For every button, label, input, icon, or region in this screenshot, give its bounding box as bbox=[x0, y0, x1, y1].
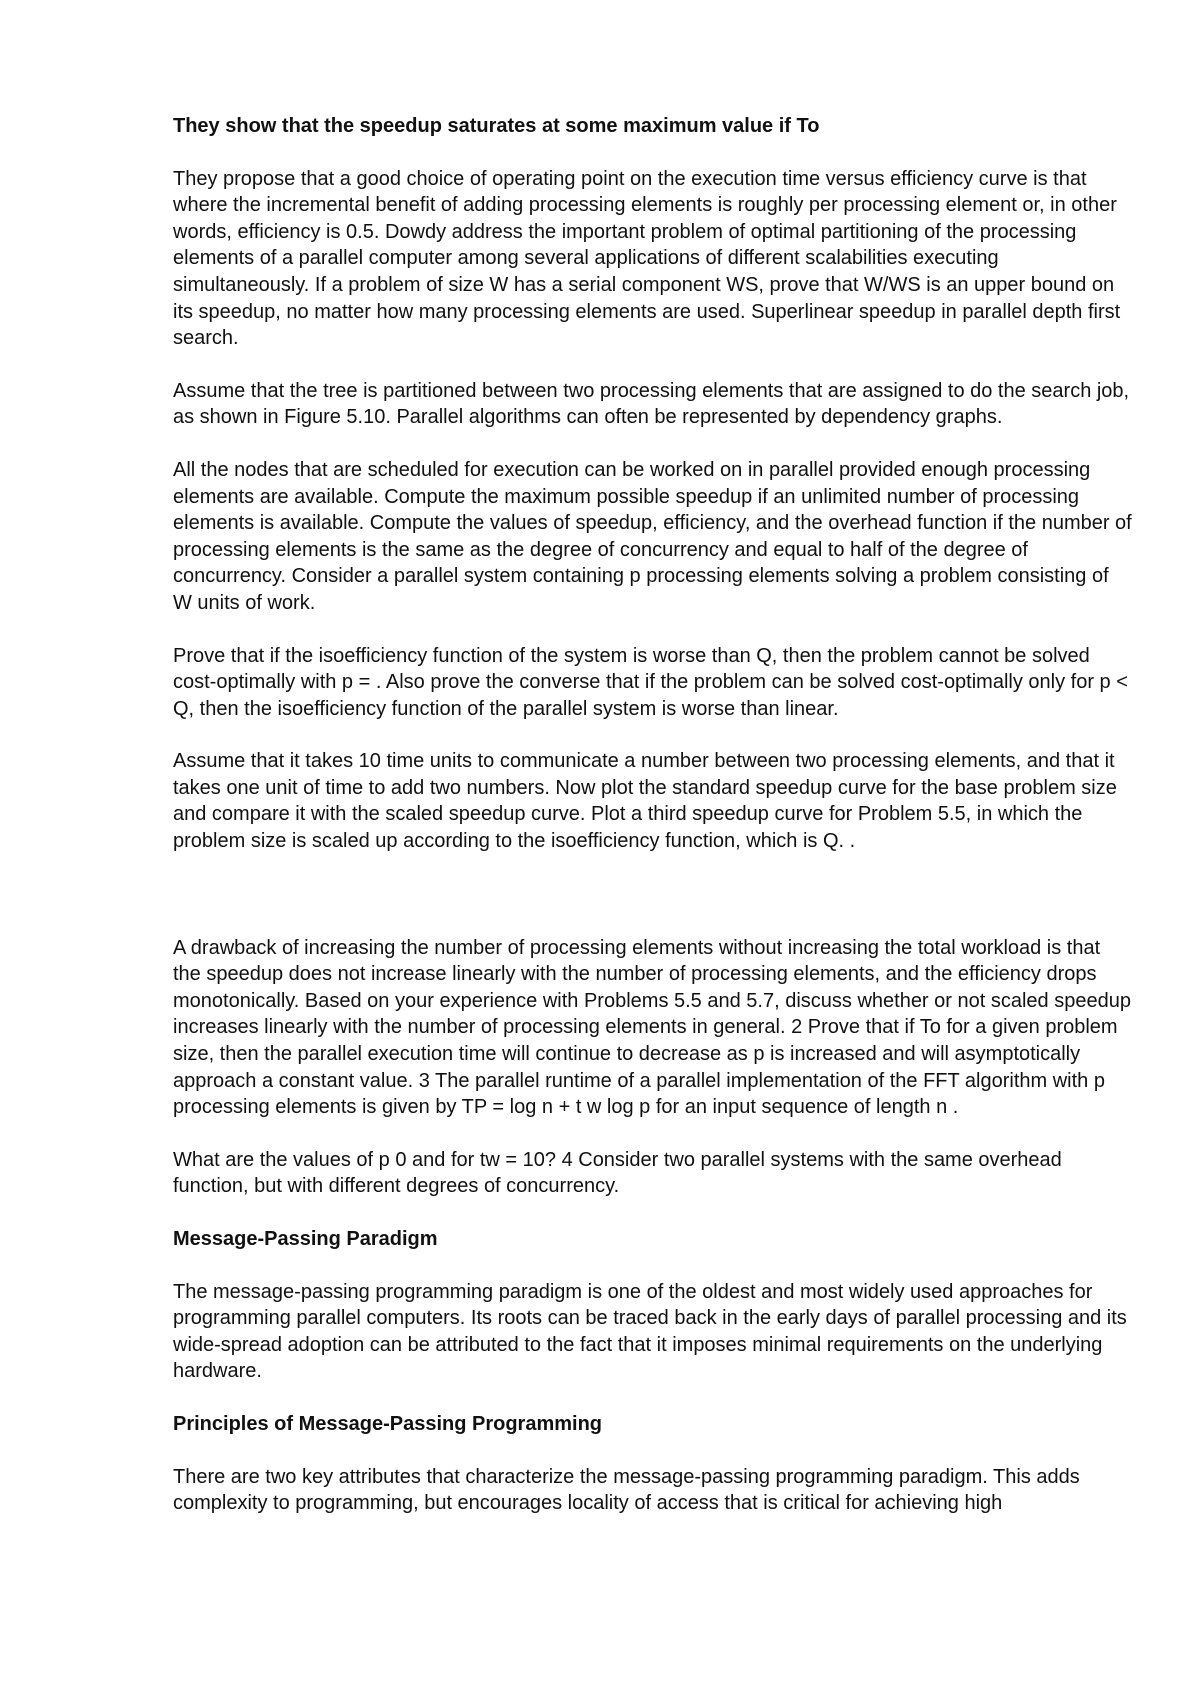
paragraph: A drawback of increasing the number of processing elements without increasing the total workload is that the speedup does not increase linearly with the number of processing elements, and the efficiency drops monotonically. Based on your experience with Problems 5.5 and 5.7, discuss whether or not scaled speedup increases linearly with the number of processing elements in general. 2 Prove that if To for a given problem size, then the parallel execution time will continue to decrease as p is increased and will asymptotically approach a constant value. 3 The parallel runtime of a parallel implementation of the FFT algorithm with p processing elements is given by TP = log n + t w log p for an input sequence of length n . bbox=[173, 936, 1131, 1119]
section-heading: Message-Passing Paradigm bbox=[173, 1228, 438, 1250]
paragraph: All the nodes that are scheduled for execution can be worked on in parallel provided enough processing elements are available. Compute the maximum possible speedup if an unlimited number of processing elements is available. Compute the values of speedup, efficiency, and the overhead function if the number of processing elements is the same as the degree of concurrency and equal to half of the degree of concurrency. Consider a parallel system containing p processing elements solving a problem consisting of W units of work. bbox=[173, 458, 1132, 614]
section-heading: Principles of Message-Passing Programming bbox=[173, 1412, 603, 1435]
document-page bbox=[173, 113, 1133, 1543]
paragraph: The message-passing programming paradigm is one of the oldest and most widely used approaches for programming parallel computers. Its roots can be traced back in the early days of parallel processing and its wide-spread adoption can be attributed to the fact that it imposes minimal requirements on the underlying hardware. bbox=[173, 1280, 1127, 1383]
paragraph: They propose that a good choice of operating point on the execution time versus efficiency curve is that where the incremental benefit of adding processing elements is roughly per processing element or, in other words, efficiency is 0.5. Dowdy address the important problem of optimal partitioning of the processing elements of a parallel computer among several applications of different scalabilities executing simultaneously. If a problem of size W has a serial component WS, prove that W/WS is an upper bound on its speedup, no matter how many processing elements are used. Superlinear speedup in parallel depth first search. bbox=[173, 167, 1121, 350]
paragraph: Assume that the tree is partitioned between two processing elements that are assigned to do the search job, as shown in Figure 5.10. Parallel algorithms can often be represented by dependency graphs. bbox=[173, 379, 1130, 429]
paragraph: There are two key attributes that characterize the message-passing programming paradigm. This adds complexity to programming, but encourages locality of access that is critical for achieving high bbox=[173, 1465, 1080, 1515]
section-heading: They show that the speedup saturates at some maximum value if To bbox=[173, 115, 820, 137]
paragraph: What are the values of p 0 and for tw = 10? 4 Consider two parallel systems with the same overhead function, but with different degrees of concurrency. bbox=[173, 1148, 1062, 1198]
paragraph: Prove that if the isoefficiency function of the system is worse than Q, then the problem cannot be solved cost-optimally with p = . Also prove the converse that if the problem can be solved cost-optimally only for p < Q, then the isoefficiency function of the parallel system is worse than linear. bbox=[173, 644, 1128, 720]
paragraph: Assume that it takes 10 time units to communicate a number between two processing elements, and that it takes one unit of time to add two numbers. Now plot the standard speedup curve for the base problem size and compare it with the scaled speedup curve. Plot a third speedup curve for Problem 5.5, in which the problem size is scaled up according to the isoefficiency function, which is Q. . bbox=[173, 750, 1117, 853]
